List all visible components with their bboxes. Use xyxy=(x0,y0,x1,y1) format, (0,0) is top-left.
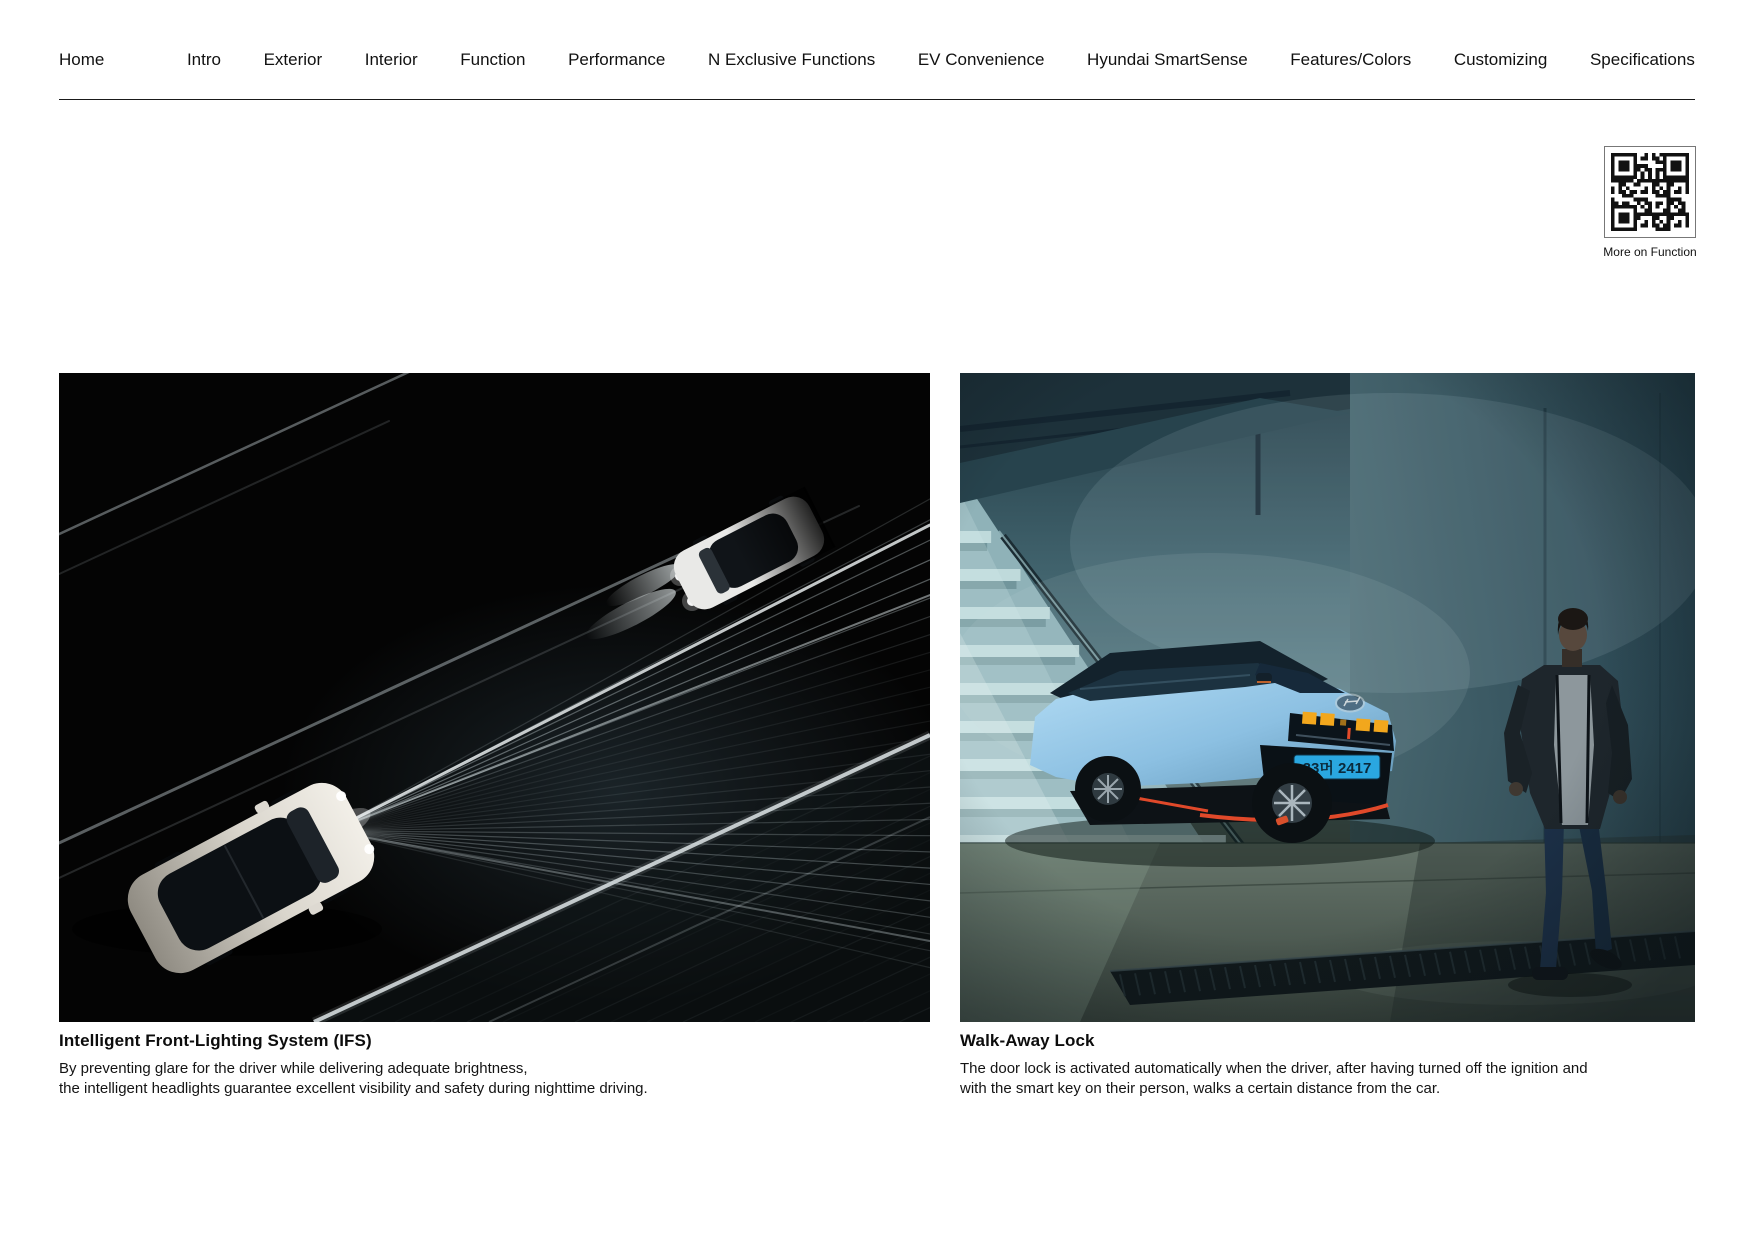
walk-away-lock-image xyxy=(960,373,1695,1022)
ifs-title: Intelligent Front-Lighting System (IFS) xyxy=(59,1031,372,1050)
nav-item-features-colors[interactable]: Features/Colors xyxy=(1290,50,1412,69)
nav-item-ev-convenience[interactable]: EV Convenience xyxy=(917,50,1045,69)
nav-item-exterior[interactable]: Exterior xyxy=(263,50,323,69)
walk-away-lock-description: The door lock is activated automatically when the driver, after having turned off the ignition and with the smart key on their person, walks a certain distance from the car. xyxy=(960,1060,1588,1097)
qr-code[interactable] xyxy=(1604,146,1696,238)
nav-item-n-exclusive-functions[interactable]: N Exclusive Functions xyxy=(707,50,876,69)
nav-item-performance[interactable]: Performance xyxy=(568,50,666,69)
qr-block xyxy=(1595,146,1705,259)
ifs-night-image xyxy=(59,373,930,1022)
ifs-description: By preventing glare for the driver while delivering adequate brightness, the intelligent headlights guarantee excellent visibility and safety during nighttime driving. xyxy=(59,1060,648,1097)
nav-home[interactable]: Home xyxy=(59,50,105,69)
nav-underline xyxy=(59,99,1695,100)
nav-item-interior[interactable]: Interior xyxy=(364,50,418,69)
nav-item-intro[interactable]: Intro xyxy=(186,50,221,69)
nav-item-customizing[interactable]: Customizing xyxy=(1453,50,1548,69)
nav-item-function[interactable]: Function xyxy=(460,50,526,69)
top-nav xyxy=(59,50,1695,70)
walk-away-lock-caption xyxy=(960,1031,1700,1099)
walk-away-lock-title: Walk-Away Lock xyxy=(960,1031,1095,1050)
ifs-caption xyxy=(59,1031,839,1099)
nav-item-hyundai-smartsense[interactable]: Hyundai SmartSense xyxy=(1087,50,1248,69)
qr-caption: More on Function xyxy=(1603,245,1697,259)
nav-item-specifications[interactable]: Specifications xyxy=(1589,50,1695,69)
